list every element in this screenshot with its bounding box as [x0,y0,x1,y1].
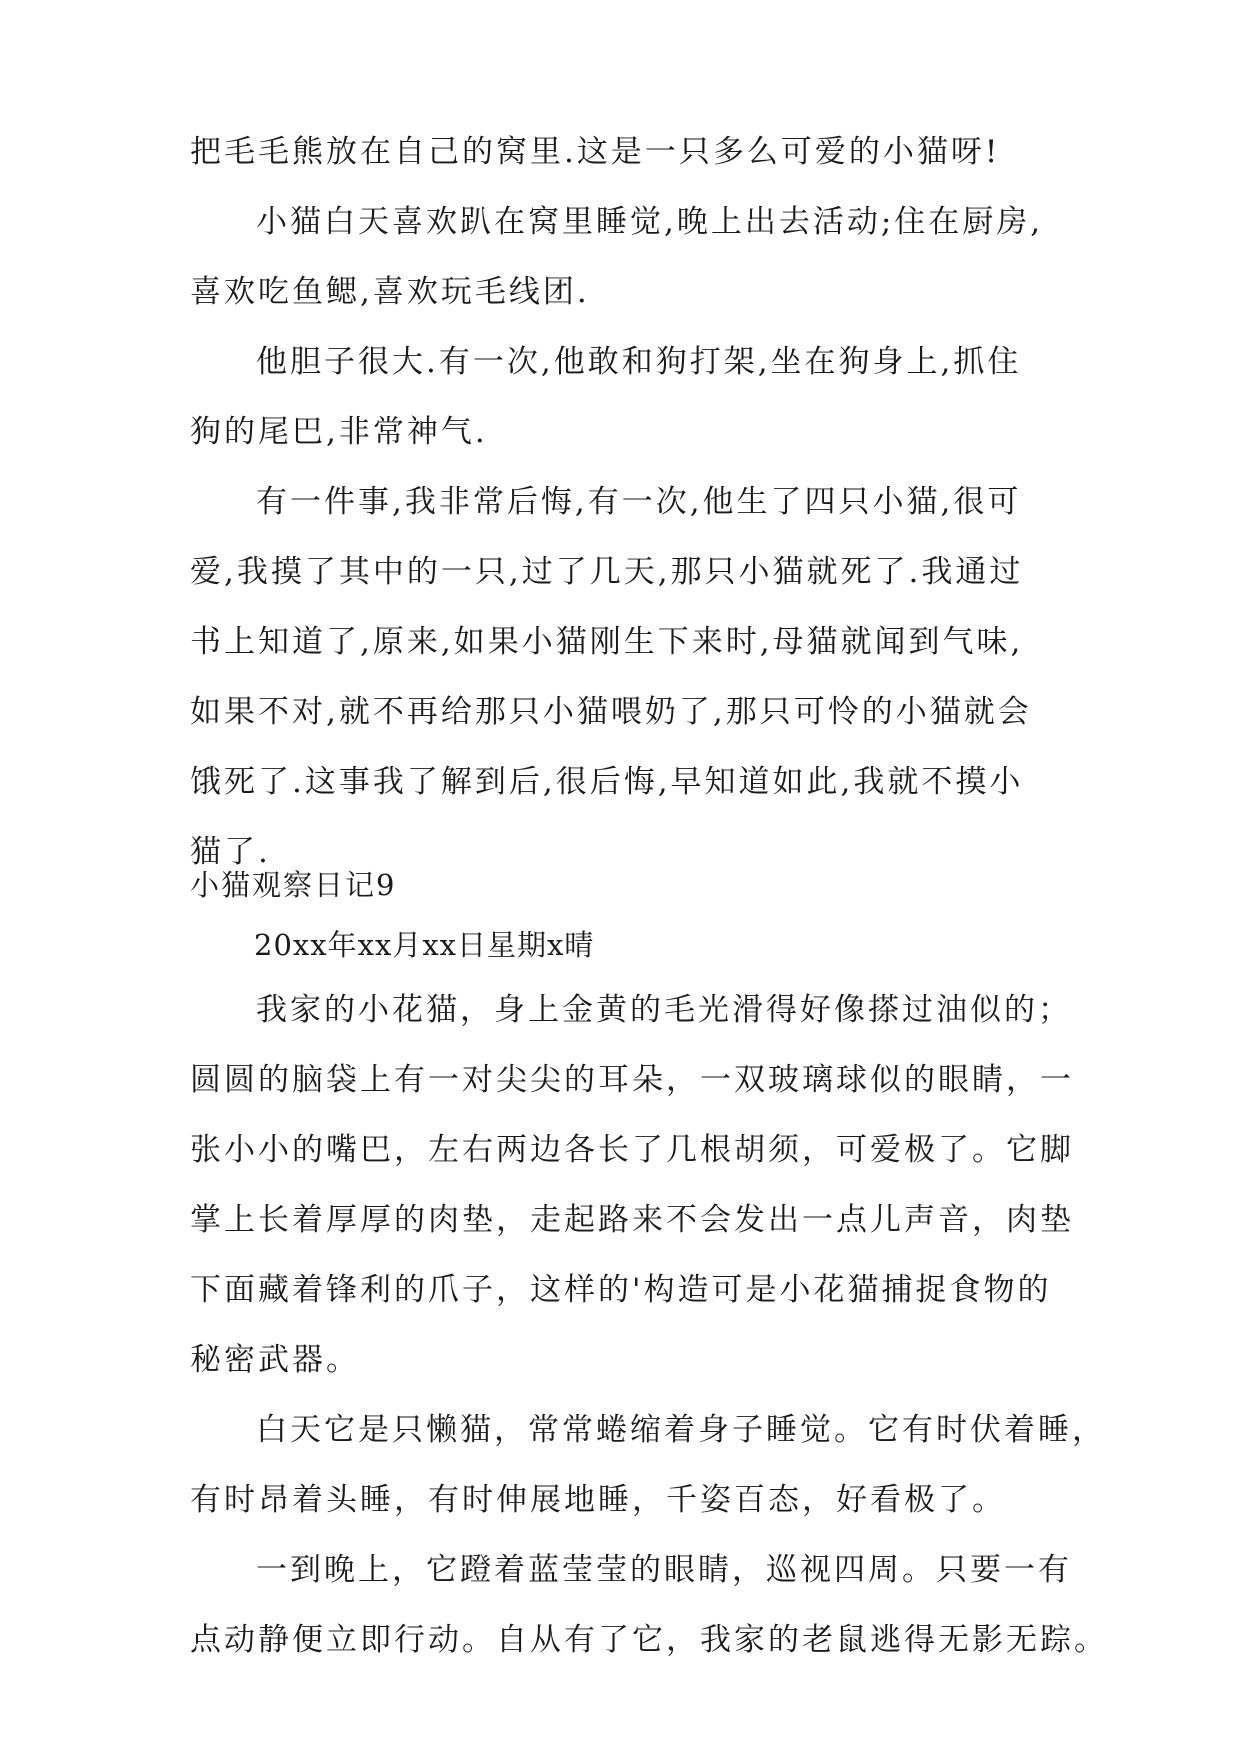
paragraph-line: 张小小的嘴巴，左右两边各长了几根胡须，可爱极了。它脚 [190,1132,1074,1168]
paragraph-line: 如果不对,就不再给那只小猫喂奶了,那只可怜的小猫就会 [190,694,1032,730]
paragraph-line: 他胆子很大.有一次,他敢和狗打架,坐在狗身上,抓住 [256,344,1022,380]
paragraph-line: 有时昂着头睡，有时伸展地睡，千姿百态，好看极了。 [190,1482,1006,1518]
paragraph-line: 一到晚上，它蹬着蓝莹莹的眼睛，巡视四周。只要一有 [256,1552,1072,1588]
paragraph-line: 小猫白天喜欢趴在窝里睡觉,晚上出去活动;住在厨房, [256,204,1044,240]
paragraph-line: 有一件事,我非常后悔,有一次,他生了四只小猫,很可 [256,484,1022,520]
diary-continuation [190,117,1070,887]
paragraph-line: 饿死了.这事我了解到后,很后悔,早知道如此,我就不摸小 [190,764,1024,800]
paragraph-line: 爱,我摸了其中的一只,过了几天,那只小猫就死了.我通过 [190,554,1024,590]
paragraph-line: 我家的小花猫，身上金黄的毛光滑得好像搽过油似的； [256,992,1072,1028]
paragraph-line: 下面藏着锋利的爪子，这样的'构造可是小花猫捕捉食物的 [190,1272,1052,1308]
paragraph-line: 秘密武器。 [190,1342,360,1378]
paragraph-line: 狗的尾巴,非常神气. [190,414,488,450]
paragraph-line: 白天它是只懒猫，常常蜷缩着身子睡觉。它有时伏着睡， [256,1412,1106,1448]
paragraph-line: 喜欢吃鱼鳃,喜欢玩毛线团. [190,274,590,310]
paragraph-line: 把毛毛熊放在自己的窝里.这是一只多么可爱的小猫呀! [190,134,1001,170]
entry-title: 小猫观察日记9 [190,868,397,902]
paragraph-line: 猫了. [190,834,271,870]
paragraph-line: 掌上长着厚厚的肉垫，走起路来不会发出一点儿声音，肉垫 [190,1202,1074,1238]
entry-date: 20xx年xx月xx日星期x晴 [254,928,595,962]
diary-entry-9 [190,855,1108,1675]
paragraph-line: 点动静便立即行动。自从有了它，我家的老鼠逃得无影无踪。 [190,1622,1108,1658]
paragraph-line: 圆圆的脑袋上有一对尖尖的耳朵，一双玻璃球似的眼睛，一 [190,1062,1074,1098]
paragraph-line: 书上知道了,原来,如果小猫刚生下来时,母猫就闻到气味, [190,624,1024,660]
